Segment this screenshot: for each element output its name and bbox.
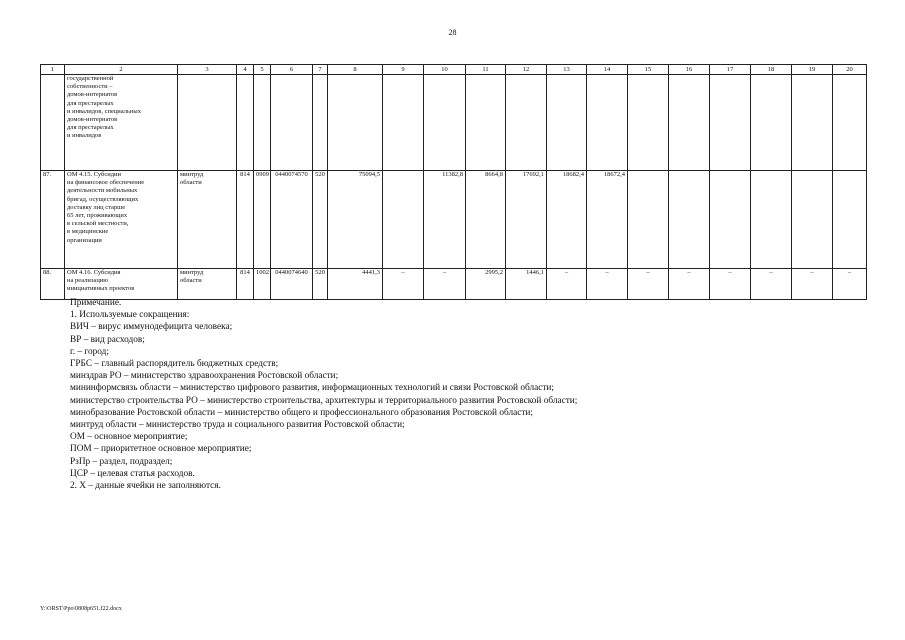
note-line: минтруд области – министерство труда и социального развития Ростовской области; xyxy=(70,420,405,431)
cell-year xyxy=(383,75,424,171)
note-line: ВИЧ – вирус иммунодефицита человека; xyxy=(70,322,233,333)
cell-year xyxy=(710,75,751,171)
page-number: 28 xyxy=(448,28,457,37)
note-line: ГРБС – главный распорядитель бюджетных средств; xyxy=(70,359,279,370)
header-cell: 7 xyxy=(313,65,328,75)
notes-heading: Примечание. xyxy=(70,298,122,308)
header-cell: 2 xyxy=(65,65,178,75)
header-cell: 18 xyxy=(751,65,792,75)
header-cell: 20 xyxy=(833,65,867,75)
cell-year: 1446,1 xyxy=(506,269,547,300)
note-line: ЦСР – целевая статья расходов. xyxy=(70,468,195,479)
cell-year xyxy=(751,171,792,269)
cell-year: – xyxy=(833,269,867,300)
cell-grbs-code: 814 xyxy=(237,269,254,300)
cell-year xyxy=(669,75,710,171)
cell-year xyxy=(792,171,833,269)
cell-year xyxy=(466,75,506,171)
header-cell: 4 xyxy=(237,65,254,75)
cell-year xyxy=(710,171,751,269)
notes-section xyxy=(70,297,577,492)
row-name: ОМ 4.15. Субсидии на финансовое обеспечение деятельности мобильных бригад, осуществляющих доставку лиц старше 65 лет, проживающих в сельской местности, в медицинские организации xyxy=(65,171,178,269)
header-cell: 12 xyxy=(506,65,547,75)
cell-year: 18672,4 xyxy=(587,171,628,269)
cell-year: 2995,2 xyxy=(466,269,506,300)
budget-table xyxy=(40,64,867,300)
cell-csr: 0440074570 xyxy=(271,171,313,269)
header-cell: 6 xyxy=(271,65,313,75)
cell-grbs-code xyxy=(237,75,254,171)
note-line: минздрав РО – министерство здравоохранения Ростовской области; xyxy=(70,371,339,382)
row-grbs xyxy=(178,75,237,171)
note-line: 1. Используемые сокращения: xyxy=(70,310,190,321)
header-cell: 15 xyxy=(628,65,669,75)
cell-csr: 0440074640 xyxy=(271,269,313,300)
note-line: ВР – вид расходов; xyxy=(70,334,145,345)
cell-year: – xyxy=(424,269,466,300)
cell-year xyxy=(669,171,710,269)
cell-year: 11382,8 xyxy=(424,171,466,269)
note-line: 2. Х – данные ячейки не заполняются. xyxy=(70,481,221,492)
cell-year xyxy=(628,171,669,269)
note-line: г. – город; xyxy=(70,346,109,357)
header-cell: 14 xyxy=(587,65,628,75)
cell-year: 8664,8 xyxy=(466,171,506,269)
cell-year xyxy=(424,75,466,171)
cell-csr xyxy=(271,75,313,171)
note-line: ОМ – основное мероприятие; xyxy=(70,432,188,443)
note-line: минобразование Ростовской области – министерство общего и профессионального образования Ростовской области; xyxy=(70,407,533,418)
header-cell: 3 xyxy=(178,65,237,75)
cell-year: – xyxy=(587,269,628,300)
header-cell: 13 xyxy=(547,65,587,75)
cell-year: – xyxy=(792,269,833,300)
header-row xyxy=(41,65,867,75)
row-grbs: минтруд области xyxy=(178,269,237,300)
cell-rzpr: 1002 xyxy=(254,269,271,300)
cell-year: 17692,1 xyxy=(506,171,547,269)
cell-year xyxy=(506,75,547,171)
cell-year xyxy=(833,75,867,171)
note-line: министерство строительства РО – министерство строительства, архитектуры и территориального развития Ростовской области; xyxy=(70,395,578,406)
table-row xyxy=(41,75,867,171)
cell-year xyxy=(628,75,669,171)
file-path-footer: Y:\ORST\Ppo\0808p651.f22.docx xyxy=(40,606,122,612)
cell-vr: 520 xyxy=(313,171,328,269)
header-cell: 11 xyxy=(466,65,506,75)
row-name: ОМ 4.16. Субсидия на реализацию инициативных проектов xyxy=(65,269,178,300)
header-cell: 1 xyxy=(41,65,65,75)
cell-year xyxy=(751,75,792,171)
cell-total: 75094,5 xyxy=(328,171,383,269)
cell-rzpr: 0909 xyxy=(254,171,271,269)
cell-year: – xyxy=(669,269,710,300)
note-line: ПОМ – приоритетное основное мероприятие; xyxy=(70,444,252,455)
cell-total xyxy=(328,75,383,171)
cell-year xyxy=(587,75,628,171)
cell-rzpr xyxy=(254,75,271,171)
cell-year: – xyxy=(710,269,751,300)
cell-grbs-code: 814 xyxy=(237,171,254,269)
cell-year xyxy=(792,75,833,171)
cell-vr xyxy=(313,75,328,171)
row-number: 87. xyxy=(41,171,65,269)
row-number xyxy=(41,75,65,171)
cell-year: – xyxy=(628,269,669,300)
header-cell: 5 xyxy=(254,65,271,75)
table-row xyxy=(41,269,867,300)
cell-year: – xyxy=(547,269,587,300)
header-cell: 16 xyxy=(669,65,710,75)
cell-year: – xyxy=(751,269,792,300)
note-line: РзПр – раздел, подраздел; xyxy=(70,456,173,467)
cell-total: 4441,3 xyxy=(328,269,383,300)
header-cell: 9 xyxy=(383,65,424,75)
row-name: государственной собственности – домов-интернатов для престарелых и инвалидов, специальных домов-интернатов для престарелых и инвалидов xyxy=(65,75,178,171)
note-line: мининформсвязь области – министерство цифрового развития, информационных технологий и связи Ростовской области; xyxy=(70,383,554,394)
row-number: 88. xyxy=(41,269,65,300)
cell-vr: 520 xyxy=(313,269,328,300)
row-grbs: минтруд области xyxy=(178,171,237,269)
header-cell: 17 xyxy=(710,65,751,75)
cell-year xyxy=(833,171,867,269)
header-cell: 8 xyxy=(328,65,383,75)
header-cell: 10 xyxy=(424,65,466,75)
cell-year xyxy=(383,171,424,269)
header-cell: 19 xyxy=(792,65,833,75)
cell-year: – xyxy=(383,269,424,300)
table-row xyxy=(41,171,867,269)
cell-year: 18682,4 xyxy=(547,171,587,269)
cell-year xyxy=(547,75,587,171)
